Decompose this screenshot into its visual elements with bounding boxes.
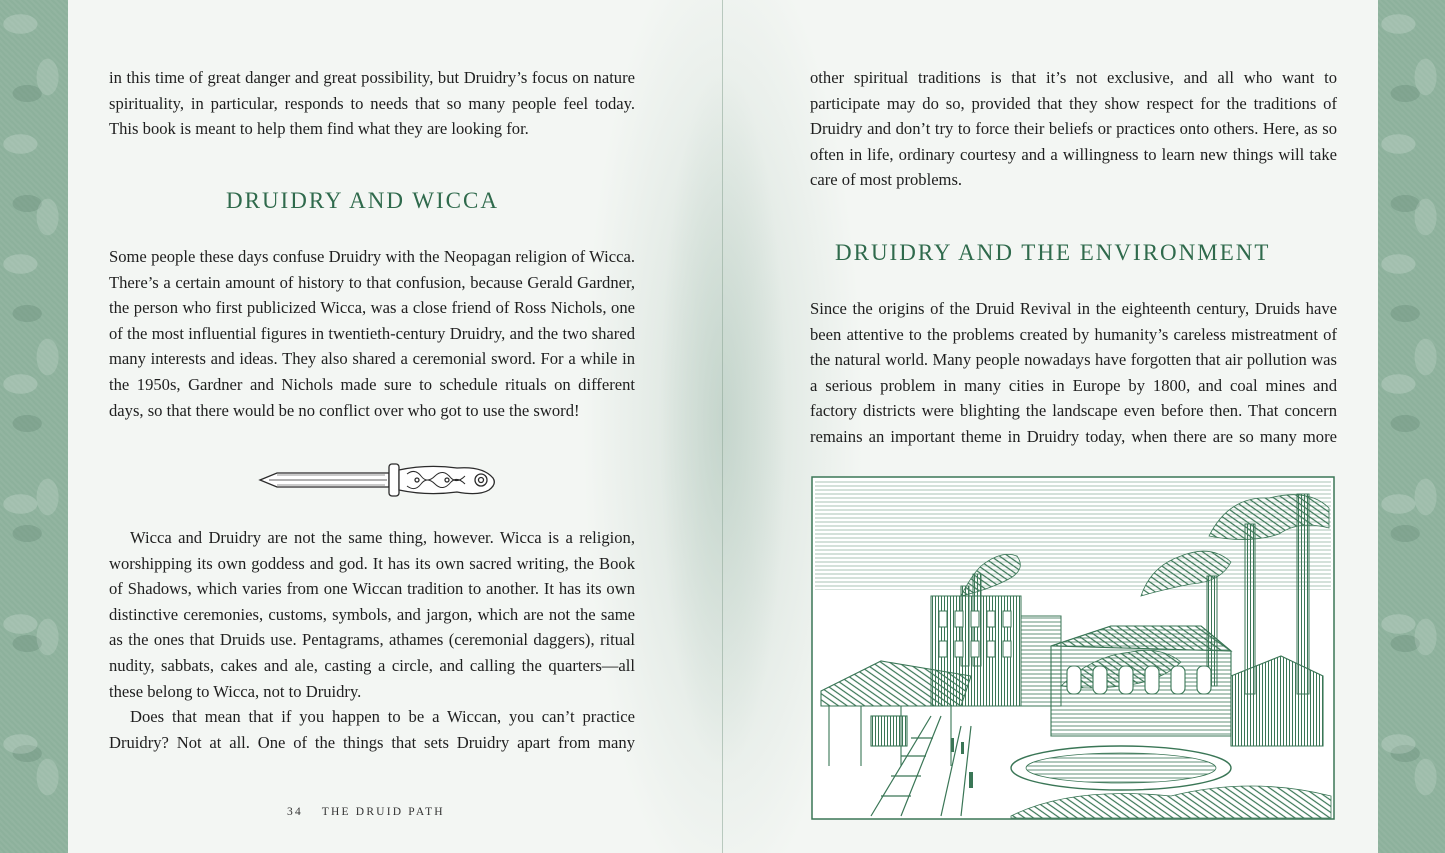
right-para-top <box>810 65 1337 193</box>
page-footer <box>287 806 459 818</box>
page-number: 34 <box>287 806 303 818</box>
left-para-wicca-intro <box>109 244 635 423</box>
running-title: THE DRUID PATH <box>321 806 445 818</box>
left-page-edge-pattern <box>0 0 68 853</box>
right-para-top-text: other spiritual traditions is that it’s not exclusive, and all who want to participate may do so, provided that they show respect for the traditions of Druidry and don’t try to force their beliefs or practices onto others. Here, as so often in life, ordinary courtesy and a willingness to learn new things will take care of most problems. <box>810 68 1337 190</box>
left-para-not-same <box>109 525 635 755</box>
dagger-illustration <box>257 458 497 502</box>
heading-druidry-and-wicca: DRUIDRY AND WICCA <box>226 188 499 213</box>
heading-druidry-and-the-environment: DRUIDRY AND THE ENVIRONMENT <box>835 240 1271 265</box>
left-para-top <box>109 65 635 142</box>
right-para-environment <box>810 296 1337 450</box>
para-not-same-text: Wicca and Druidry are not the same thing, however. Wicca is a religion, worshipping its own goddess and god. It has its own sacred writing, the Book of Shadows, which varies from one Wiccan tradition to another. It has its own distinctive ceremonies, customs, symbols, and jargon, which are not the same as the ones that Druids use. Pentagrams, athames (ceremonial daggers), ritual nudity, sabbats, cakes and ale, casting a circle, and calling the quarters—all these belong to Wicca, not to Druidry. <box>109 528 635 701</box>
right-page-edge-pattern <box>1378 0 1445 853</box>
factory-engraving <box>811 476 1335 820</box>
left-para-top-text: in this time of great danger and great possibility, but Druidry’s focus on nature spirituality, in particular, responds to needs that so many people feel today. This book is meant to help them find what they are looking for. <box>109 68 635 139</box>
book-gutter <box>722 0 723 853</box>
para-wicca-intro-text: Some people these days confuse Druidry with the Neopagan religion of Wicca. There’s a certain amount of history to that confusion, because Gerald Gardner, the person who first publicized Wicca, was a close friend of Ross Nichols, one of the most influential figures in twentieth-century Druidry, and the two shared many interests and ideas. They also shared a ceremonial sword. For a while in the 1950s, Gardner and Nichols made sure to schedule rituals on different days, so that there would be no conflict over who got to use the sword! <box>109 247 635 420</box>
para-does-that-text: Does that mean that if you happen to be a Wiccan, you can’t practice Druidry? Not at all. One of the things that sets Druidry apart from many <box>109 707 635 752</box>
para-environment-text: Since the origins of the Druid Revival in the eighteenth century, Druids have been attentive to the problems created by humanity’s careless mistreatment of the natural world. Many people nowadays have forgotten that air pollution was a serious problem in many cities in Europe by 1800, and coal mines and factory districts were blighting the landscape even before then. That concern remains an important theme in Druidry today, when there are so many more <box>810 299 1337 446</box>
